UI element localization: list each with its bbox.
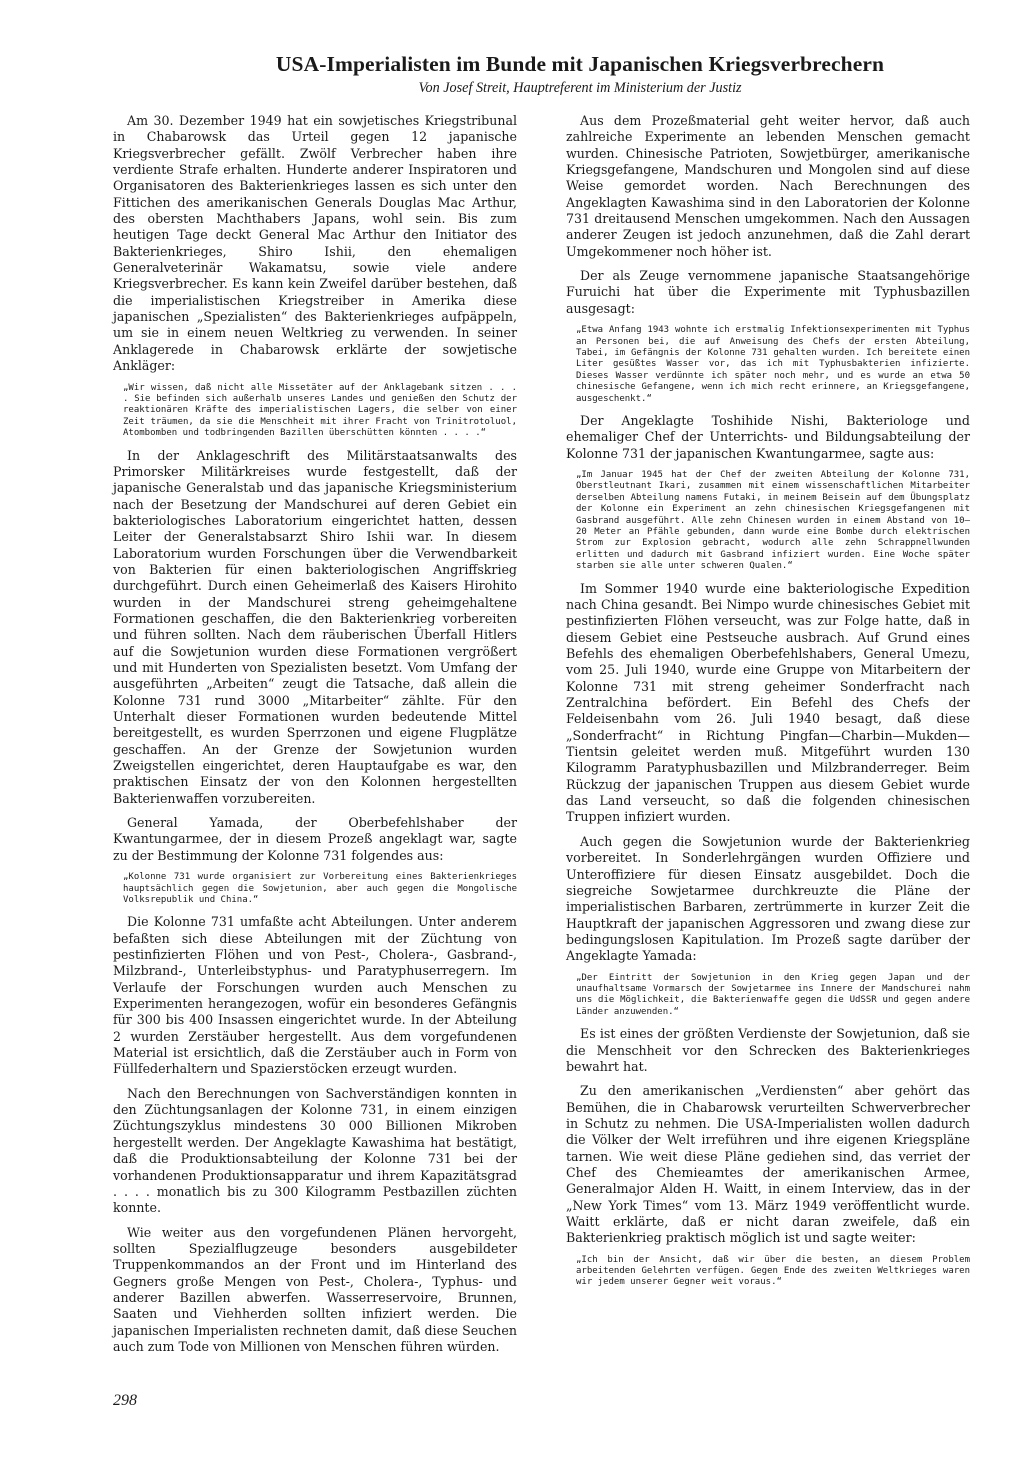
paragraph: Nach den Berechnungen von Sachverständigen konnten in den Züchtungsanlagen der Kolonne 731, in einem einzigen Züchtungszyklus mindestens 30 000 Billionen Mikroben hergestellt werden. Der Angeklagte Kawashima hat bestätigt, daß die Produktionsabteilung der Kolonne 731 bei der vorhandenen Produktionsapparatur und ihrem Kapazitätsgrad . . . . monatlich bis zu 300 Kilogramm Pestbazillen züchten konnte. [113,1085,517,1216]
paragraph: In der Anklageschrift des Militärstaatsanwalts des Primorsker Militärkreises wurde festgestellt, daß der japanische Generalstab und das japanische Kriegsministerium nach der Besetzung der Mandschurei auf deren Gebiet ein bakteriologisches Laboratorium eingerichtet hatten, dessen Leiter der Generalstabsarzt Shiro Ishii war. In diesem Laboratorium wurden Forschungen über die Verwendbarkeit von Bakterien für einen bakteriologischen Angriffskrieg durchgeführt. Durch einen Geheimerlaß des Kaisers Hirohito wurden in der Mandschurei streng geheimgehaltene Formationen geschaffen, die den Bakterienkrieg vorbereiten und führen sollten. Nach dem räuberischen Überfall Hitlers auf die Sowjetunion wurden diese Formationen vergrößert und mit Hunderten von Spezialisten besetzt. Vom Umfang der ausgeführten „Arbeiten“ zeugt die Tatsache, daß allein die Kolonne 731 rund 3000 „Mitarbeiter“ zählte. Für den Unterhalt dieser Formationen wurden bedeutende Mittel bereitgestellt, es wurden Sperrzonen und eigene Flugplätze geschaffen. An der Grenze der Sowjetunion wurden Zweigstellen eingerichtet, deren Hauptaufgabe es war, den praktischen Einsatz der von den Kolonnen hergestellten Bakterienwaffen vorzubereiten. [113,447,517,806]
paragraph: Am 30. Dezember 1949 hat ein sowjetisches Kriegstribunal in Chabarowsk das Urteil gegen 12 japanische Kriegsverbrecher gefällt. Zwölf Verbrecher haben ihre verdiente Strafe erhalten. Hunderte anderer Inspiratoren und Organisatoren des Bakterienkrieges lassen es sich unter den Fittichen des amerikanischen Generals Douglas Mac Arthur, des obersten Machthabers Japans, wohl sein. Bis zum heutigen Tage deckt General Mac Arthur den Initiator des Bakterienkrieges, Shiro Ishii, den ehemaligen Generalveterinär Wakamatsu, sowie viele andere Kriegsverbrecher. Es kann kein Zweifel darüber bestehen, daß die imperialistischen Kriegstreiber in Amerika diese japanischen „Spezialisten“ des Bakterienkrieges aufpäppeln, um sie in einem neuen Weltkrieg zu verwenden. In seiner Anklagerede in Chabarowsk erklärte der sowjetische Ankläger: [113,113,517,374]
quotation: „Kolonne 731 wurde organisiert zur Vorbereitung eines Bakterienkrieges hauptsächlich gegen die Sowjetunion, aber auch gegen die Mongolische Volksrepublik und China.“ [123,872,517,905]
article-title: USA-Imperialisten im Bunde mit Japanischen Kriegsverbrechern [275,52,885,76]
left-column [113,113,517,1363]
quotation: „Der Eintritt der Sowjetunion in den Krieg gegen Japan und der unaufhaltsame Vormarsch der Sowjetarmee ins Innere der Mandschurei nahm uns die Möglichkeit, die Bakterienwaffe gegen die UdSSR und gegen andere Länder anzuwenden.“ [576,972,970,1017]
page-number: 298 [113,1392,137,1409]
quotation: „Etwa Anfang 1943 wohnte ich erstmalig Infektionsexperimenten mit Typhus an Personen bei, die auf Anweisung des Chefs der ersten Abteilung, Tabei, im Gefängnis der Kolonne 731 gehalten wurden. Ich bereitete einen Liter gesüßtes Wasser vor, das ich mit Typhusbakterien infizierte. Dieses Wasser verdünnte ich später noch mehr, und es wurde an etwa 50 chinesische Gefangene, wenn ich mich recht erinnere, an Kriegsgefangene, ausgeschenkt.“ [576,325,970,404]
paragraph: Der Angeklagte Toshihide Nishi, Bakteriologe und ehemaliger Chef der Unterrichts- und Bildungsabteilung der Kolonne 731 der japanischen Kwantungarmee, sagte aus: [566,412,970,461]
quotation: „Wir wissen, daß nicht alle Missetäter auf der Anklagebank sitzen . . . . Sie befinden sich außerhalb unseres Landes und genießen den Schutz der reaktionären Kräfte des imperialistischen Lagers, die selber von einer Zeit träumen, da sie die Menschheit mit ihrer Fracht von Trinitrotoluol, Atombomben und todbringenden Bazillen überschütten könnten . . . .“ [123,382,517,439]
quotation: „Im Januar 1945 hat der Chef der zweiten Abteilung der Kolonne 731, Oberstleutnant Ikari, zusammen mit einem wissenschaftlichen Mitarbeiter derselben Abteilung namens Futaki, in meinem Beisein auf dem Übungsplatz der Kolonne ein Experiment an zehn chinesischen Kriegsgefangenen mit Gasbrand ausgeführt. Alle zehn Chinesen wurden in einem Abstand von 10—20 Meter an Pfähle gebunden, dann wurde eine Bombe durch elektrischen Strom zur Explosion gebracht, wodurch alle zehn Schrappnellwunden erlitten und dadurch mit Gasbrand infiziert wurden. Eine Woche später starben sie alle unter schweren Qualen.“ [576,470,970,572]
right-column [566,113,970,1297]
quotation: „Ich bin der Ansicht, daß wir über die besten, an diesem Problem arbeitenden Gelehrten verfügen. Gegen Ende des zweiten Weltkrieges waren wir jedem unserer Gegner weit voraus.“ [576,1254,970,1288]
paragraph: Auch gegen die Sowjetunion wurde der Bakterienkrieg vorbereitet. In Sonderlehrgängen wurden Offiziere und Unteroffiziere für diesen Einsatz ausgebildet. Doch die siegreiche Sowjetarmee durchkreuzte die Pläne der imperialistischen Barbaren, zertrümmerte in kurzer Zeit die Hauptkraft der japanischen Aggressoren und zwang diese zur bedingungslosen Kapitulation. Im Prozeß sagte darüber der Angeklagte Yamada: [566,833,970,964]
paragraph: General Yamada, der Oberbefehlshaber der Kwantungarmee, der in diesem Prozeß angeklagt war, sagte zu der Bestimmung der Kolonne 731 folgendes aus: [113,815,517,863]
paragraph: Zu den amerikanischen „Verdiensten“ aber gehört das Bemühen, die in Chabarowsk verurteilten Schwerverbrecher in Schutz zu nehmen. Die USA-Imperialisten wollen dadurch die Völker der Welt irreführen und ihre eigenen Kriegspläne tarnen. Wie weit diese Pläne gediehen sind, das verriet der Chef des Chemieamtes der amerikanischen Armee, Generalmajor Alden H. Waitt, in einem Interview, das in der „New York Times“ vom 13. März 1949 veröffentlicht wurde. Waitt erklärte, daß er nicht daran zweifele, daß ein Bakterienkrieg praktisch möglich ist und sagte weiter: [566,1083,970,1246]
paragraph: Im Sommer 1940 wurde eine bakteriologische Expedition nach China gesandt. Bei Nimpo wurde chinesisches Gebiet mit pestinfizierten Flöhen verseucht, was zur Folge hatte, daß in diesem Gebiet eine Pestseuche ausbrach. Auf Grund eines Befehls des ehemaligen Oberbefehlshabers, General Umezu, vom 25. Juli 1940, wurde eine Gruppe von Mitarbeitern der Kolonne 731 mit streng geheimer Sonderfracht nach Zentralchina befördert. Ein Befehl des Chefs der Feldeisenbahn vom 26. Juli 1940 besagt, daß diese „Sonderfracht“ in Richtung Pingfan—Charbin—Mukden—Tientsin geleitet werden muß. Mitgeführt wurden 130 Kilogramm Paratyphusbazillen und Milzbranderreger. Beim Rückzug der japanischen Truppen aus diesem Gebiet wurde das Land verseucht, so daß die folgenden chinesischen Truppen infiziert wurden. [566,580,970,825]
article-byline: Von Josef Streit, Hauptreferent im Ministerium der Justiz [418,80,742,96]
paragraph: Wie weiter aus den vorgefundenen Plänen hervorgeht, sollten Spezialflugzeuge besonders ausgebildeter Truppenkommandos an der Front und im Hinterland des Gegners große Mengen von Pest-, Cholera-, Typhus- und anderer Bazillen abwerfen. Wasserreservoire, Brunnen, Saaten und Viehherden sollten infiziert werden. Die japanischen Imperialisten rechneten damit, daß diese Seuchen auch zum Tode von Millionen von Menschen führen würden. [113,1224,517,1354]
paragraph: Aus dem Prozeßmaterial geht weiter hervor, daß auch zahlreiche Experimente an lebenden Menschen gemacht wurden. Chinesische Patrioten, Sowjetbürger, amerikanische Kriegsgefangene, Mandschuren und Mongolen sind auf diese Weise gemordet worden. Nach Berechnungen des Angeklagten Kawashima sind in den Laboratorien der Kolonne 731 dreitausend Menschen umgekommen. Nach den Aussagen anderer Zeugen ist jedoch anzunehmen, daß die Zahl derart Umgekommener noch höher ist. [566,113,970,259]
paragraph: Es ist eines der größten Verdienste der Sowjetunion, daß sie die Menschheit vor den Schrecken des Bakterienkrieges bewahrt hat. [566,1026,970,1074]
paragraph: Der als Zeuge vernommene japanische Staatsangehörige Furuichi hat über die Experimente mit Typhusbazillen ausgesagt: [566,268,970,316]
paragraph: Die Kolonne 731 umfaßte acht Abteilungen. Unter anderem befaßten sich diese Abteilungen mit der Züchtung von pestinfizierten Flöhen und von Pest-, Cholera-, Gasbrand-, Milzbrand-, Unterleibstyphus- und Paratyphuserregern. Im Verlaufe der Forschungen wurden auch Menschen zu Experimenten herangezogen, wofür ein besonderes Gefängnis für 300 bis 400 Insassen eingerichtet wurde. In der Abteilung 2 wurden Zerstäuber hergestellt. Aus dem vorgefundenen Material ist ersichtlich, daß die Zerstäuber auch in Form von Füllfederhaltern und Spazierstöcken erzeugt wurden. [113,914,517,1077]
